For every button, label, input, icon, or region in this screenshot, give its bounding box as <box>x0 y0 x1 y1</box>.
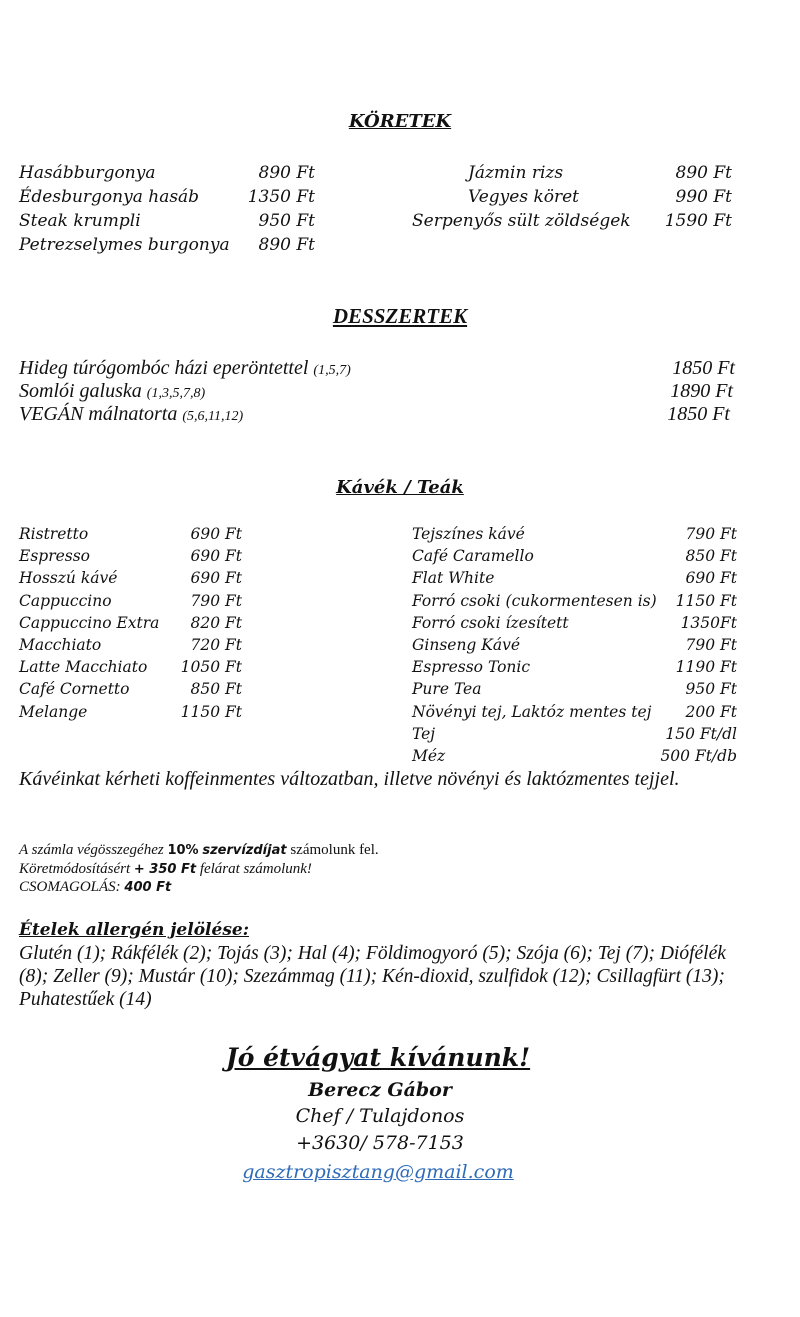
item-price: 950 Ft <box>685 680 737 699</box>
item-price: 990 Ft <box>675 187 732 207</box>
coffee-item <box>412 703 737 725</box>
item-name: Latte Macchiato <box>19 658 148 677</box>
coffee-item <box>19 592 242 614</box>
kavek-heading: Kávék / Teák <box>336 477 464 498</box>
item-name: Édesburgonya hasáb <box>19 187 200 207</box>
coffee-note: Kávéinkat kérheti koffeinmentes változatban, illetve növényi és laktózmentes tejjel. <box>19 768 680 790</box>
coffee-item <box>412 725 737 747</box>
item-name: Pure Tea <box>412 680 482 699</box>
item-price: 890 Ft <box>258 163 315 183</box>
coffee-item <box>19 547 242 569</box>
item-name: Tej <box>412 724 436 743</box>
coffee-item <box>19 569 242 591</box>
item-price: 690 Ft <box>190 525 242 543</box>
item-price: 1150 Ft <box>675 591 737 610</box>
side-item <box>19 211 315 235</box>
coffee-item <box>412 658 737 680</box>
item-name: Cappuccino Extra <box>19 613 160 632</box>
chef-name: Berecz Gábor <box>308 1079 452 1101</box>
coffee-item <box>19 703 242 725</box>
coffee-item <box>412 547 737 569</box>
item-price: 150 Ft/dl <box>665 724 737 743</box>
item-price: 890 Ft <box>675 163 732 183</box>
item-name: Ristretto <box>19 525 89 543</box>
service-percent: 10% <box>167 843 199 858</box>
item-price: 200 Ft <box>685 702 737 721</box>
item-name: Petrezselymes burgonya <box>19 235 230 255</box>
coffee-item <box>412 569 737 591</box>
greeting: Jó étvágyat kívánunk! <box>225 1043 531 1072</box>
coffee-item <box>412 680 737 702</box>
item-name: Hasábburgonya <box>19 163 156 183</box>
side-change-amount: + 350 Ft <box>133 862 197 877</box>
note-text: A számla végösszegéhez <box>19 842 168 858</box>
item-price: 850 Ft <box>190 680 242 699</box>
item-name: Somlói galuska <box>19 380 142 402</box>
koretek-heading: KÖRETEK <box>348 111 452 132</box>
coffee-item <box>19 680 242 702</box>
item-name: Forró csoki (cukormentesen is) <box>412 591 657 610</box>
side-item <box>412 211 732 235</box>
note-text: felárat számolunk! <box>196 861 312 877</box>
allergen-list: Glutén (1); Rákfélék (2); Tojás (3); Hal (4); Földimogyoró (5); Szója (6); Tej (7); Diófélék (8); Zeller (9); Mustár (10); Szezámmag (11); Kén-dioxid, szulfidok (12); Csillagfürt (13); Puhatestűek (14) <box>19 943 726 1010</box>
service-fee-note <box>19 841 379 860</box>
item-name: Vegyes köret <box>468 187 580 207</box>
side-item <box>412 163 732 187</box>
chef-role: Chef / Tulajdonos <box>295 1105 465 1127</box>
note-text: számolunk fel. <box>286 842 379 858</box>
item-name: Növényi tej, Laktóz mentes tej <box>412 702 652 721</box>
coffee-item <box>19 658 242 680</box>
item-name: Méz <box>412 747 446 765</box>
item-name: Hideg túrógombóc házi eperöntettel <box>19 357 309 379</box>
side-change-note <box>19 860 312 879</box>
item-price: 820 Ft <box>190 613 242 632</box>
packaging-amount: 400 Ft <box>124 880 172 895</box>
side-item <box>19 187 315 211</box>
item-name: Melange <box>19 702 88 721</box>
side-item <box>412 187 732 211</box>
item-name: Cappuccino <box>19 591 112 610</box>
item-price: 690 Ft <box>685 569 737 588</box>
item-price: 1350Ft <box>680 613 737 632</box>
allergen-heading: Ételek allergén jelölése: <box>19 920 249 940</box>
item-price: 790 Ft <box>685 636 737 654</box>
coffee-item <box>412 636 737 658</box>
item-allergens: (5,6,11,12) <box>182 409 244 424</box>
coffee-item <box>412 747 737 769</box>
dessert-item <box>19 403 730 425</box>
side-item <box>19 235 315 259</box>
item-name: Café Caramello <box>412 547 534 566</box>
coffee-item <box>412 614 737 636</box>
item-price: 950 Ft <box>258 211 315 231</box>
coffee-item <box>19 525 242 547</box>
item-price: 890 Ft <box>258 235 315 255</box>
item-price: 720 Ft <box>190 636 242 654</box>
item-price: 1350 Ft <box>247 187 315 207</box>
item-allergens: (1,3,5,7,8) <box>146 386 206 401</box>
item-price: 1850 Ft <box>667 403 730 425</box>
coffee-item <box>412 525 737 547</box>
item-price: 690 Ft <box>190 569 242 588</box>
item-price: 1050 Ft <box>180 658 242 677</box>
service-word: szervízdíjat <box>202 843 287 858</box>
item-name: VEGÁN málnatorta <box>19 403 178 425</box>
item-name: Steak krumpli <box>19 211 141 231</box>
desszertek-heading: DESSZERTEK <box>332 304 468 328</box>
item-name: Espresso <box>19 547 91 566</box>
item-price: 1890 Ft <box>670 380 733 402</box>
item-name: Hosszú kávé <box>19 569 118 588</box>
item-price: 1590 Ft <box>664 211 732 231</box>
coffee-item <box>412 592 737 614</box>
item-name: Macchiato <box>19 636 102 654</box>
email-link[interactable]: gasztropisztang@gmail.com <box>242 1161 514 1183</box>
item-name: Tejszínes kávé <box>412 525 525 543</box>
item-price: 1150 Ft <box>180 702 242 721</box>
dessert-item <box>19 380 733 402</box>
item-name: Ginseng Kávé <box>412 636 521 654</box>
side-item <box>19 163 315 187</box>
dessert-item <box>19 357 735 379</box>
coffee-item <box>19 614 242 636</box>
item-name: Flat White <box>412 569 495 588</box>
item-name: Espresso Tonic <box>412 658 531 677</box>
item-name: Forró csoki ízesített <box>412 613 569 632</box>
item-name: Jázmin rizs <box>468 163 564 183</box>
item-price: 690 Ft <box>190 547 242 566</box>
item-name: Café Cornetto <box>19 680 130 699</box>
coffee-item <box>19 636 242 658</box>
item-price: 1190 Ft <box>675 658 737 677</box>
item-price: 790 Ft <box>190 591 242 610</box>
item-price: 1850 Ft <box>672 357 735 379</box>
item-price: 850 Ft <box>685 547 737 566</box>
item-price: 790 Ft <box>685 525 737 543</box>
packaging-note <box>19 878 171 897</box>
note-text: Köretmódosításért <box>19 861 134 877</box>
item-price: 500 Ft/db <box>660 747 737 765</box>
phone-number: +3630/ 578-7153 <box>296 1132 464 1154</box>
item-allergens: (1,5,7) <box>313 363 351 378</box>
note-text: CSOMAGOLÁS: <box>19 879 125 895</box>
item-name: Serpenyős sült zöldségek <box>412 211 631 231</box>
